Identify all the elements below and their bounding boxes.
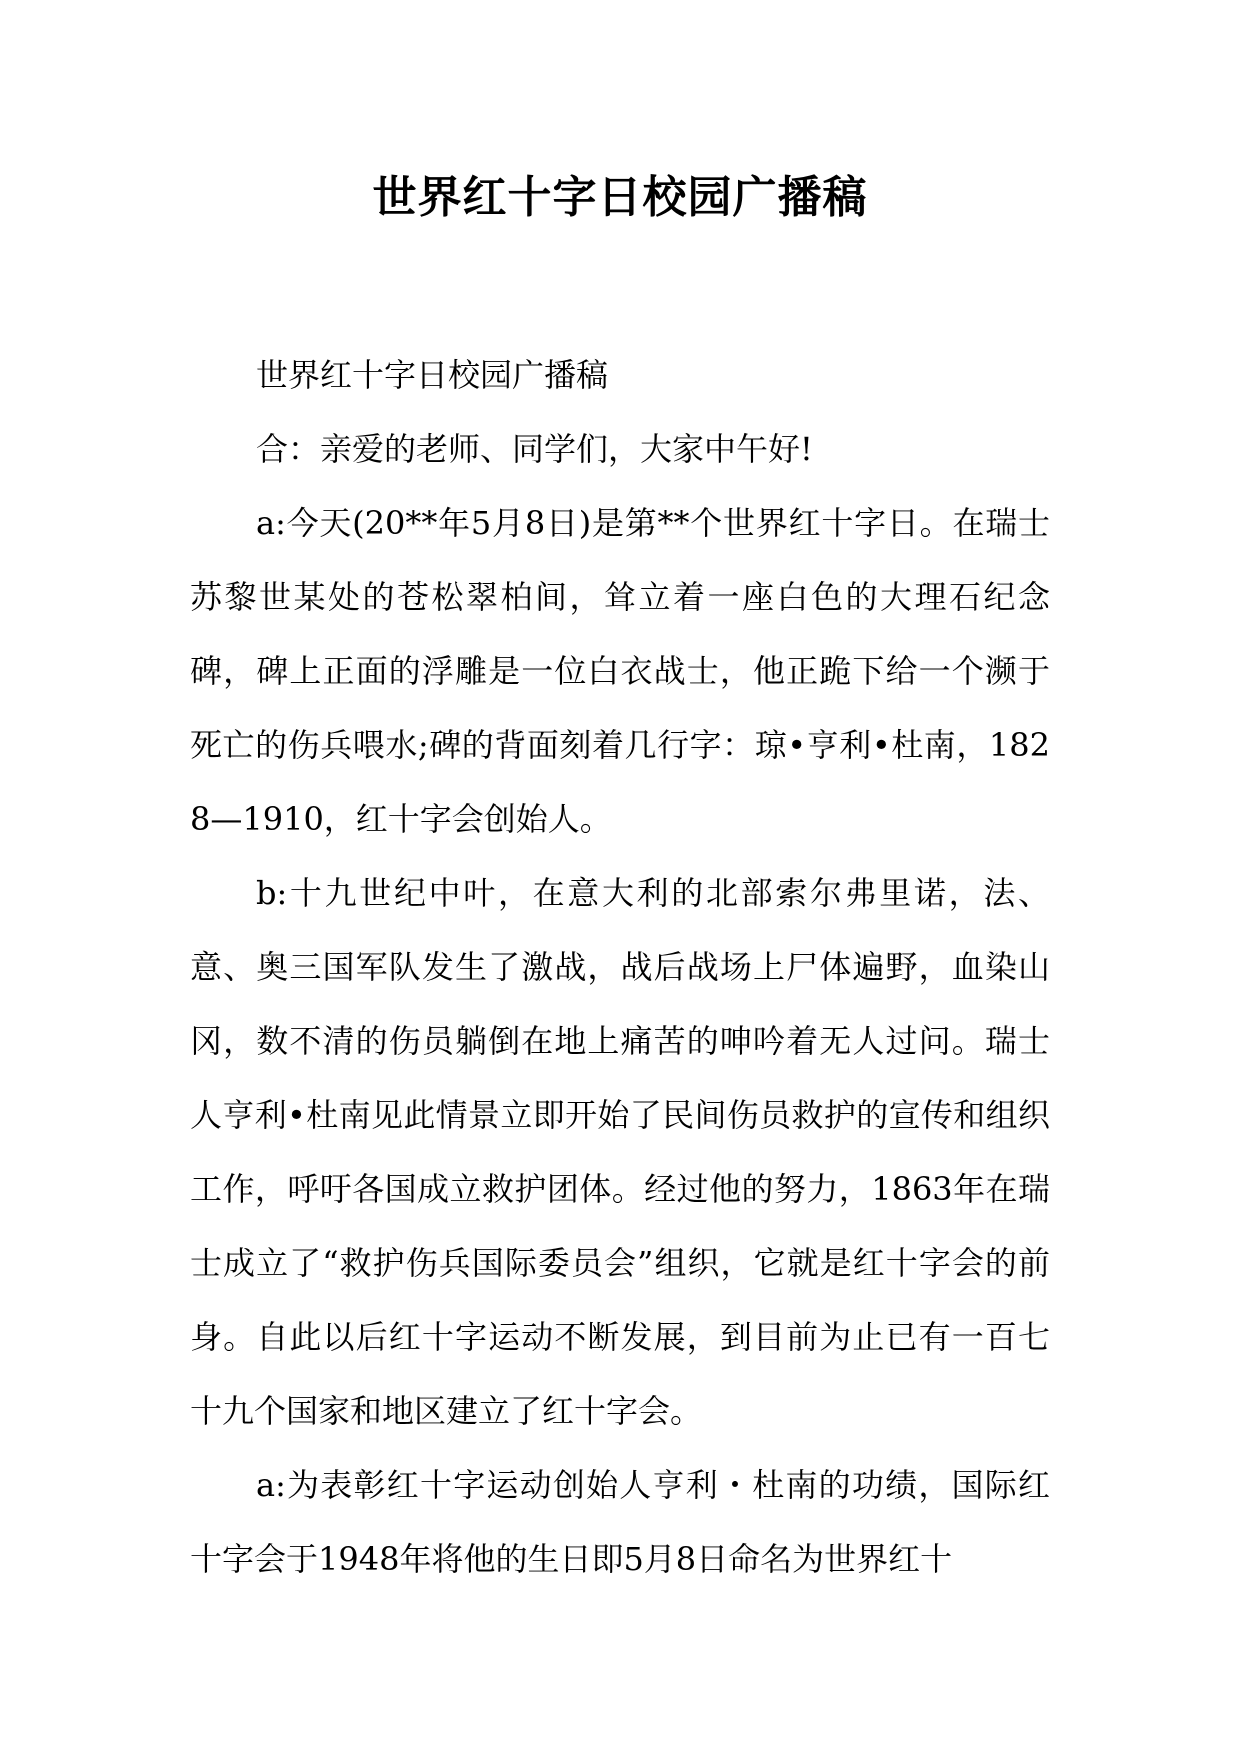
paragraph-monument: a:今天(20**年5月8日)是第**个世界红十字日。在瑞士苏黎世某处的苍松翠柏间，耸立着一座白色的大理石纪念碑，碑上正面的浮雕是一位白衣战士，他正跪下给一个濒于死亡的伤兵喂水;碑的背面刻着几行字：琼•亨利•杜南，1828—1910，红十字会创始人。 (190, 504, 1050, 838)
document-title: 世界红十字日校园广播稿 (372, 172, 868, 223)
paragraph-greeting: 合：亲爱的老师、同学们，大家中午好! (256, 430, 813, 468)
paragraph-commemoration: a:为表彰红十字运动创始人亨利・杜南的功绩，国际红十字会于1948年将他的生日即5月8日命名为世界红十 (190, 1466, 1050, 1578)
paragraph-history: b:十九世纪中叶，在意大利的北部索尔弗里诺，法、意、奥三国军队发生了激战，战后战场上尸体遍野，血染山冈，数不清的伤员躺倒在地上痛苦的呻吟着无人过问。瑞士人亨利•杜南见此情景立即开始了民间伤员救护的宣传和组织工作，呼吁各国成立救护团体。经过他的努力，1863年在瑞士成立了“救护伤兵国际委员会”组织，它就是红十字会的前身。自此以后红十字运动不断发展，到目前为止已有一百七十九个国家和地区建立了红十字会。 (190, 874, 1050, 1430)
paragraph-subtitle: 世界红十字日校园广播稿 (256, 356, 609, 394)
document-body (190, 338, 1050, 1596)
